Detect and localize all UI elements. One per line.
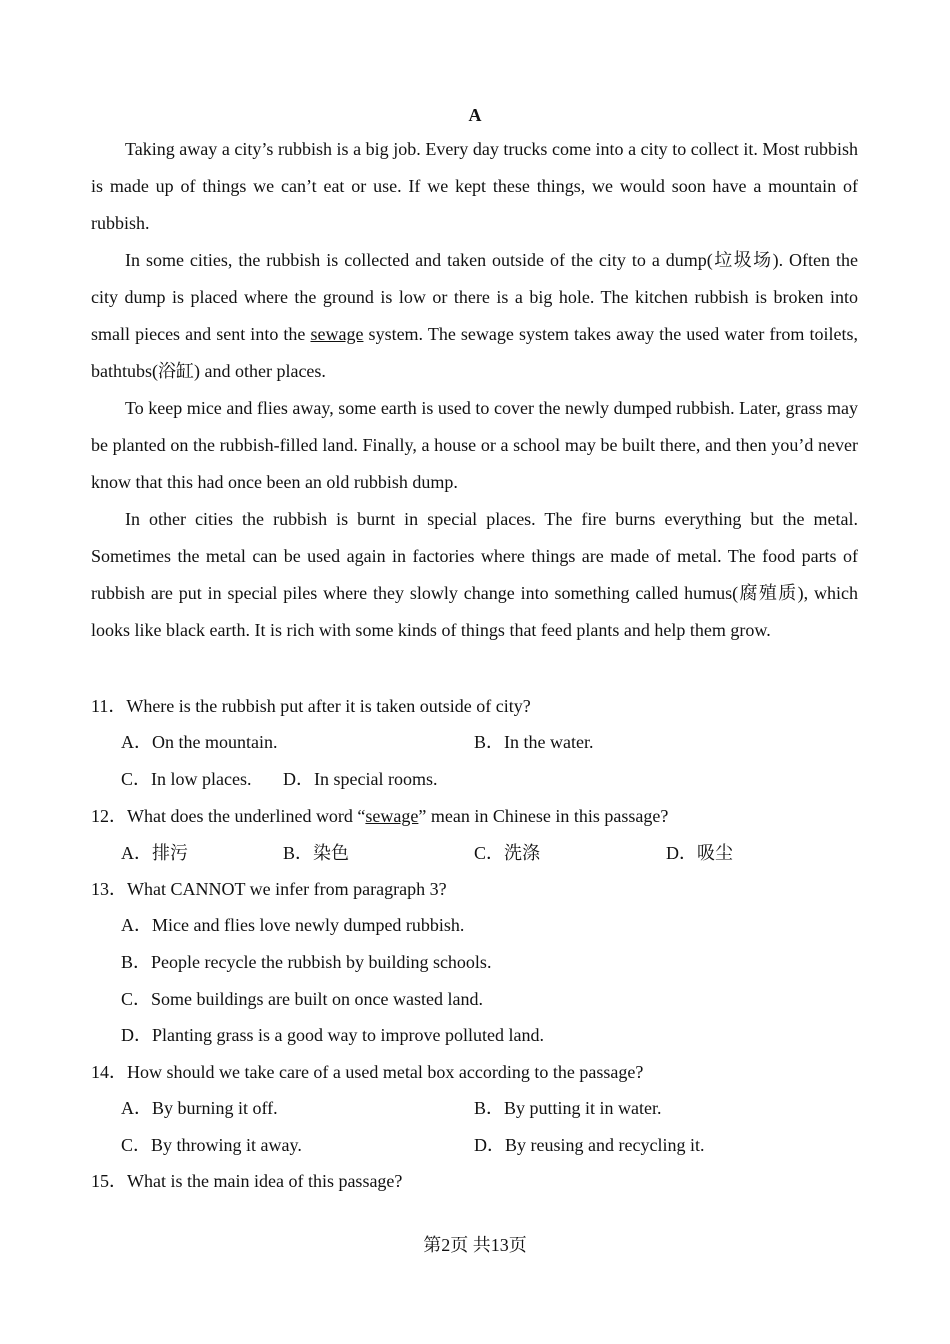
question-12-option-b: B．染色 [283,843,350,863]
question-14-option-b: B．By putting it in water. [474,1098,662,1118]
question-12-stem-end: ” mean in Chinese in this passage? [418,806,669,826]
passage-paragraph-2 [91,242,858,390]
question-12-option-a: A．排污 [121,843,188,863]
question-11-stem: 11．Where is the rubbish put after it is taken outside of city? [91,696,531,716]
question-13-option-c: C．Some buildings are built on once wasted land. [121,989,483,1009]
passage-paragraph-4: In other cities the rubbish is burnt in special places. The fire burns everything but the metal. Sometimes the metal can be used again in factories where things are made of metal. The food parts of rubbish are put in special piles where they slowly change into something called humus(腐殖质), which looks like black earth. It is rich with some kinds of things that feed plants and help them grow. [91,509,858,640]
question-11-option-c: C．In low places. [121,769,252,789]
passage-paragraph-1: Taking away a city’s rubbish is a big job. Every day trucks come into a city to collect it. Most rubbish is made up of things we can’t eat or use. If we kept these things, we would soon have a mountain of rubbish. [91,139,858,233]
question-12-stem [91,805,858,827]
question-11-option-d: D．In special rooms. [283,769,438,789]
question-12-option-c: C．洗涤 [474,843,541,863]
question-15-stem: 15．What is the main idea of this passage? [91,1171,403,1191]
question-11-option-b: B．In the water. [474,732,594,752]
question-12-stem-start: 12．What does the underlined word “ [91,806,366,826]
underlined-word-sewage: sewage [310,324,364,344]
question-14-option-d: D．By reusing and recycling it. [474,1135,705,1155]
paragraph-2-text-end: system. The sewage system takes away the used water from toilets, bathtubs(浴缸) and other places. [91,324,858,381]
section-title: A [468,105,482,125]
passage-paragraph-3: To keep mice and flies away, some earth is used to cover the newly dumped rubbish. Later, grass may be planted on the rubbish-filled land. Finally, a house or a school may be built there, and then you’d never know that this had once been an old rubbish dump. [91,398,858,492]
question-12-option-d: D．吸尘 [666,843,733,863]
question-13-option-a: A．Mice and flies love newly dumped rubbish. [121,915,465,935]
question-13-option-d: D．Planting grass is a good way to improve polluted land. [121,1025,544,1045]
question-13-stem: 13．What CANNOT we infer from paragraph 3? [91,879,447,899]
paragraph-2-text-start: In some cities, the rubbish is collected and taken outside of the city to a dump(垃圾场). Often the city dump is placed where the ground is low or there is a big hole. The kitchen rubbish is broken into small pieces and sent into the [91,250,858,344]
question-11-option-a: A．On the mountain. [121,732,278,752]
question-13-option-b: B．People recycle the rubbish by building schools. [121,952,492,972]
question-14-option-a: A．By burning it off. [121,1098,278,1118]
page-number-footer: 第2页 共13页 [423,1235,527,1255]
question-14-option-c: C．By throwing it away. [121,1135,302,1155]
question-12-underlined-word: sewage [365,806,419,826]
question-14-stem: 14．How should we take care of a used metal box according to the passage? [91,1062,644,1082]
